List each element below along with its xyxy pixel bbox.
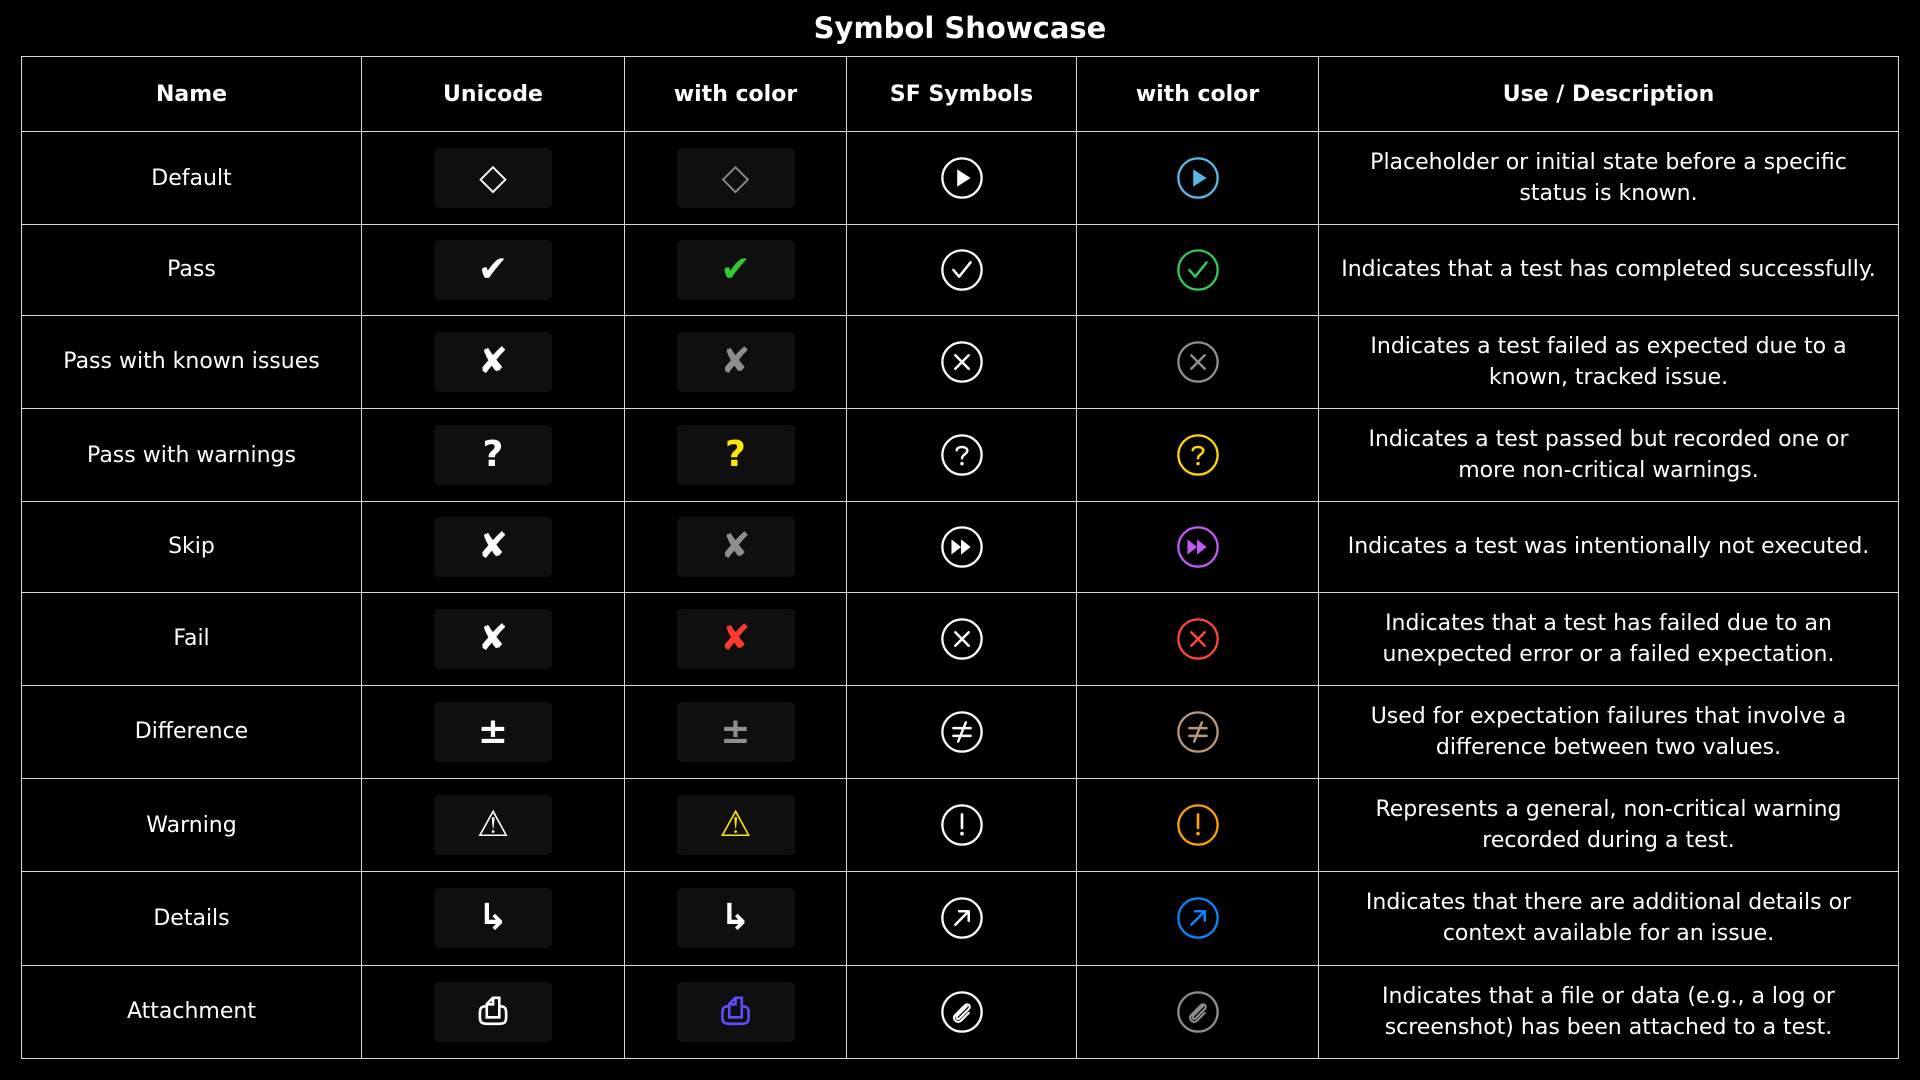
row-name: Pass with warnings [22,408,362,501]
sf-symbol-cell [847,592,1077,685]
question-circle-icon [1175,432,1221,478]
header-row [22,57,1899,132]
paperclip-circle-icon [939,989,985,1035]
row-description: Placeholder or initial state before a specific status is known. [1319,132,1899,225]
unicode-cell [362,685,625,778]
sf-symbol-cell [847,779,1077,872]
unicode-cell [362,132,625,225]
sf-symbol-cell [847,685,1077,778]
checkmark-icon: ✔ [677,240,795,300]
x-circle-icon [1175,339,1221,385]
row-description: Indicates a test failed as expected due to a known, tracked issue. [1319,315,1899,408]
question-mark-icon: ? [677,425,795,485]
paperclip-circle-icon [1175,989,1221,1035]
unicode-cell [362,592,625,685]
row-description: Represents a general, non-critical warning recorded during a test. [1319,779,1899,872]
header-name: Name [22,57,362,132]
unicode-cell [362,315,625,408]
sf-symbol-cell [847,502,1077,592]
forward-circle-icon [1175,524,1221,570]
row-description: Indicates a test passed but recorded one or more non-critical warnings. [1319,408,1899,501]
sf-symbol-color-cell [1077,685,1319,778]
unicode-cell [362,965,625,1058]
checkmark-icon: ✔ [434,240,552,300]
warning-triangle-icon: ⚠ [677,795,795,855]
diamond-icon: ◇ [677,148,795,208]
not-equal-circle-icon [1175,709,1221,755]
attachment-tray-icon: ⎙ [434,982,552,1042]
table-row [22,592,1899,685]
checkmark-circle-icon [1175,247,1221,293]
plus-minus-icon: ± [677,702,795,762]
attachment-tray-icon: ⎙ [677,982,795,1042]
unicode-cell [362,225,625,315]
sf-symbol-cell [847,965,1077,1058]
table-row [22,872,1899,965]
table-row [22,502,1899,592]
arrow-up-right-circle-icon [1175,895,1221,941]
row-name: Fail [22,592,362,685]
unicode-color-cell [625,872,847,965]
table-row [22,225,1899,315]
x-mark-icon: ✘ [434,332,552,392]
exclamation-circle-icon [1175,802,1221,848]
unicode-cell [362,502,625,592]
unicode-cell [362,779,625,872]
x-mark-icon: ✘ [677,517,795,577]
row-description: Used for expectation failures that involve a difference between two values. [1319,685,1899,778]
x-circle-icon [939,616,985,662]
unicode-color-cell [625,502,847,592]
x-mark-icon: ✘ [434,517,552,577]
x-circle-icon [1175,616,1221,662]
question-mark-icon: ? [434,425,552,485]
sf-symbol-color-cell [1077,132,1319,225]
row-name: Default [22,132,362,225]
table-row [22,315,1899,408]
row-description: Indicates that a file or data (e.g., a log or screenshot) has been attached to a test. [1319,965,1899,1058]
sf-symbol-color-cell [1077,592,1319,685]
unicode-color-cell [625,685,847,778]
row-description: Indicates that there are additional details or context available for an issue. [1319,872,1899,965]
unicode-color-cell [625,132,847,225]
play-circle-icon [939,155,985,201]
row-name: Skip [22,502,362,592]
row-name: Difference [22,685,362,778]
unicode-color-cell [625,592,847,685]
exclamation-circle-icon [939,802,985,848]
sf-symbol-color-cell [1077,315,1319,408]
sf-symbol-color-cell [1077,502,1319,592]
header-unicode-color: with color [625,57,847,132]
unicode-cell [362,872,625,965]
checkmark-circle-icon [939,247,985,293]
not-equal-circle-icon [939,709,985,755]
sf-symbol-cell [847,408,1077,501]
table-row [22,965,1899,1058]
sf-symbol-color-cell [1077,225,1319,315]
warning-triangle-icon: ⚠ [434,795,552,855]
sf-symbol-color-cell [1077,965,1319,1058]
x-circle-icon [939,339,985,385]
x-mark-icon: ✘ [677,332,795,392]
sf-symbol-cell [847,872,1077,965]
forward-circle-icon [939,524,985,570]
unicode-color-cell [625,315,847,408]
question-circle-icon [939,432,985,478]
play-circle-icon [1175,155,1221,201]
sf-symbol-cell [847,225,1077,315]
header-description: Use / Description [1319,57,1899,132]
unicode-color-cell [625,965,847,1058]
sf-symbol-color-cell [1077,408,1319,501]
down-right-arrow-icon: ↳ [677,888,795,948]
x-mark-icon: ✘ [434,609,552,669]
arrow-up-right-circle-icon [939,895,985,941]
sf-symbol-cell [847,132,1077,225]
sf-symbol-color-cell [1077,779,1319,872]
sf-symbol-color-cell [1077,872,1319,965]
plus-minus-icon: ± [434,702,552,762]
row-name: Pass with known issues [22,315,362,408]
page-title: Symbol Showcase [813,11,1107,45]
unicode-color-cell [625,779,847,872]
diamond-icon: ◇ [434,148,552,208]
header-unicode: Unicode [362,57,625,132]
row-name: Pass [22,225,362,315]
symbol-table [21,56,1899,1059]
down-right-arrow-icon: ↳ [434,888,552,948]
row-name: Attachment [22,965,362,1058]
table-row [22,408,1899,501]
sf-symbol-cell [847,315,1077,408]
table-row [22,685,1899,778]
table-row [22,779,1899,872]
row-description: Indicates that a test has completed successfully. [1319,225,1899,315]
table-row [22,132,1899,225]
header-sf-symbols: SF Symbols [847,57,1077,132]
row-description: Indicates that a test has failed due to an unexpected error or a failed expectation. [1319,592,1899,685]
row-description: Indicates a test was intentionally not executed. [1319,502,1899,592]
unicode-cell [362,408,625,501]
row-name: Warning [22,779,362,872]
x-mark-icon: ✘ [677,609,795,669]
unicode-color-cell [625,225,847,315]
row-name: Details [22,872,362,965]
header-sf-color: with color [1077,57,1319,132]
unicode-color-cell [625,408,847,501]
